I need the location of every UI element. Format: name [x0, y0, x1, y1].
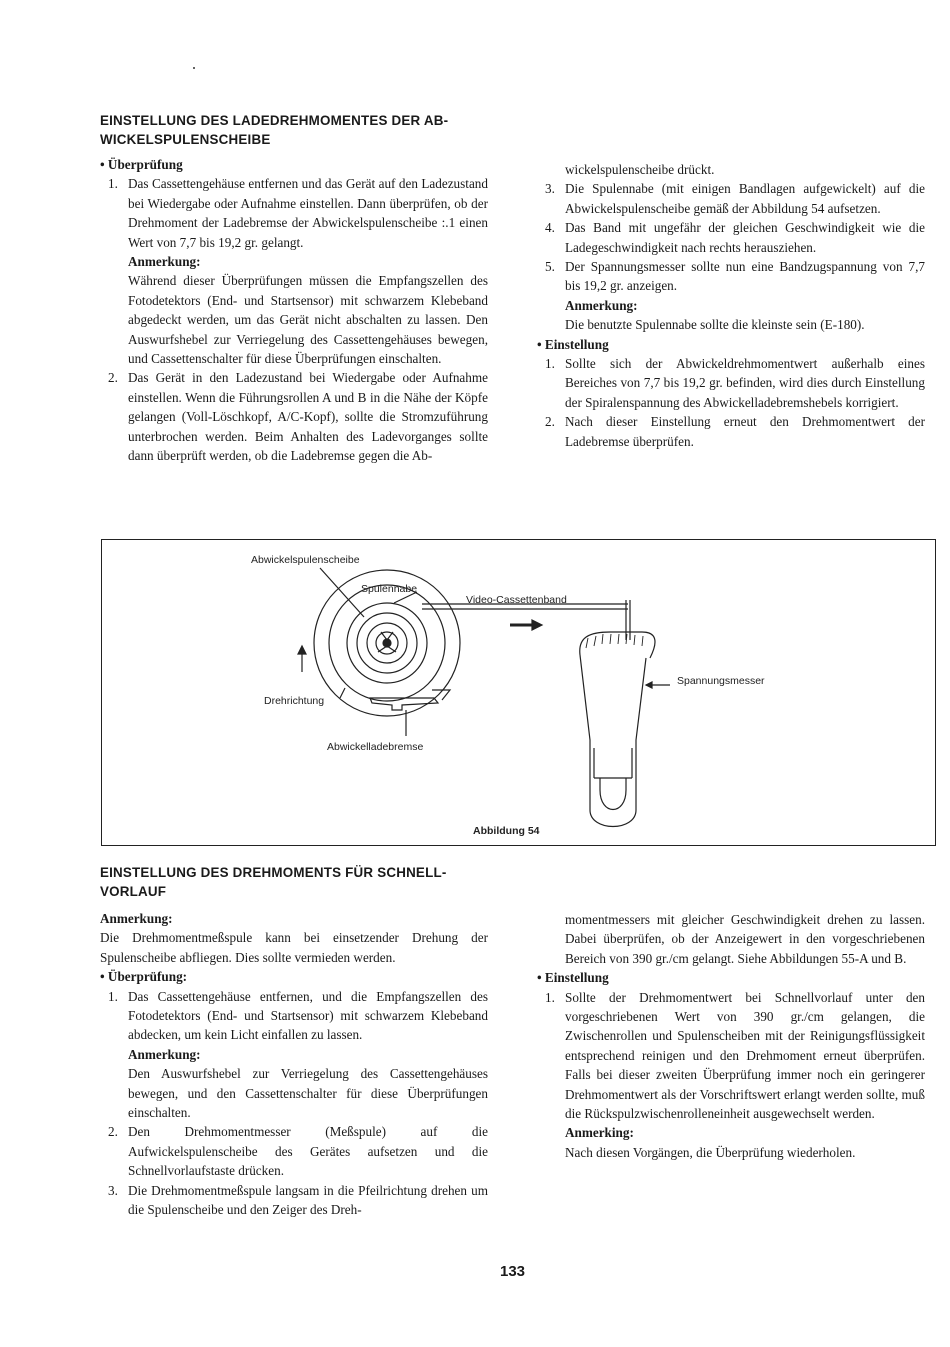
gauge-scale [586, 634, 643, 648]
section1-check-list-cont [537, 179, 925, 334]
label-gauge: Spannungsmesser [677, 675, 765, 687]
list-item: 5. Der Spannungsmesser sollte nun eine Bandzugspannung von 7,7 bis 19,2 gr. anzeigen. Anmerkung: Die benutzte Spulennabe sollte die kleinste sein (E-180). [537, 257, 925, 335]
continuation-text: wickelspulenscheibe drückt. [565, 162, 715, 177]
figure-diagram [102, 540, 937, 847]
figure-caption: Abbildung 54 [473, 825, 540, 837]
section2-left-column [100, 863, 488, 1220]
label-direction: Drehrichtung [264, 695, 325, 707]
section2-adjust-list [537, 988, 925, 1163]
section2-check-list [100, 987, 488, 1220]
label-disc: Abwickelspulenscheibe [251, 554, 360, 566]
label-brake: Abwickelladebremse [327, 741, 424, 753]
note-heading: Anmerkung: [128, 254, 201, 270]
gauge-head [580, 632, 655, 658]
list-item: 1. Das Cassettengehäuse entfernen und das Gerät auf den Ladezustand bei Wiedergabe oder Aufnahme einstellen. Dann überprüfen, ob der Drehmoment der Ladebremse der Abwickelspulenscheibe :.1 einen Wert von 7,7 bis 19,2 gr. gelangt. Anmerkung: Während dieser Überprüfungen müssen die Empfangszellen des Fotodetektors (End- und Startsensor) mit schwarzem Klebeband abgedeckt werden, um das Gerät nicht abschalten zu lassen. Den Auswurfshebel zur Verriegelung des Cassettengehäuses bewegen, und Cassettenschalter für diese Überprüfungen einschalten. [100, 174, 488, 368]
note-text: Nach diesen Vorgängen, die Überprüfung wiederholen. [565, 1144, 856, 1160]
section1-right-column [537, 160, 925, 451]
list-item: 2. Den Drehmomentmesser (Meßspule) auf die Aufwickelspulenscheibe des Gerätes aufsetzen und die Schnellvorlaufstaste drücken. [108, 1124, 488, 1179]
section2-note-heading: Anmerkung: [100, 911, 173, 926]
label-tape: Video-Cassettenband [466, 594, 567, 606]
gauge-body [580, 655, 646, 827]
section2-adjust-heading: • Einstellung [537, 968, 925, 987]
section1-left-column [100, 111, 488, 466]
section1-adjust-heading: • Einstellung [537, 335, 925, 354]
list-item: 1. Das Cassettengehäuse entfernen, und die Empfangszellen des Fotodetektors (End- und Startsensor) mit schwarzem Klebeband abdecken, um kein Licht einfallen zu lassen. Anmerkung: Den Auswurfshebel zur Verriegelung des Cassettengehäuses bewegen, und den Cassettenschalter für diese Überprüfungen einschalten. [100, 987, 488, 1123]
speck-mark [193, 67, 195, 69]
section2-right-column [537, 910, 925, 1162]
note-heading: Anmerkung: [565, 297, 638, 313]
pull-arrowhead [532, 620, 542, 630]
continuation-text: momentmessers mit gleicher Geschwindigkeit drehen zu lassen. Dabei überprüfen, ob der Anzeigewert in den vorgeschriebenen Bereich von 390 gr./cm gelangt. Siehe Abbildungen 55-A und B. [565, 912, 925, 966]
section1-check-heading: • Überprüfung [100, 155, 488, 174]
note-text: Den Auswurfshebel zur Verriegelung des Cassettengehäuses bewegen, und den Cassettenschalter für diese Überprüfungen einschalten. [128, 1066, 488, 1121]
note-text: Die benutzte Spulennabe sollte die kleinste sein (E-180). [565, 317, 865, 333]
list-item: 3. Die Spulennabe (mit einigen Bandlagen aufgewickelt) auf die Abwickelspulenscheibe gemäß der Abbildung 54 aufsetzen. [545, 181, 925, 216]
section1-title: EINSTELLUNG DES LADEDREHMOMENTES DER AB-WICKELSPULENSCHEIBE [100, 113, 449, 147]
note-heading: Anmerkung: [128, 1046, 201, 1062]
note-text: Während dieser Überprüfungen müssen die Empfangszellen des Fotodetektors (End- und Startsensor) mit schwarzem Klebeband abgedeckt werden, um das Gerät nicht abschalten zu lassen. Den Auswurfshebel zur Verriegelung des Cassettengehäuses bewegen, und Cassettenschalter für diese Überprüfungen einschalten. [128, 273, 488, 367]
section1-check-list [100, 174, 488, 465]
section1-adjust-list [537, 354, 925, 451]
page-number: 133 [500, 1263, 526, 1280]
note-heading: Anmerking: [565, 1125, 634, 1141]
section2-title: EINSTELLUNG DES DREHMOMENTS FÜR SCHNELL-VORLAUF [100, 865, 447, 899]
leader-line [340, 688, 345, 698]
list-item: 1. Sollte sich der Abwickeldrehmomentwert außerhalb eines Bereiches von 7,7 bis 19,2 gr. befinden, wird dies durch Einstellung der Spiralenspannung des Abwickelladebremshebels korrigiert. [545, 356, 925, 410]
list-item: 2. Nach dieser Einstellung erneut den Drehmomentwert der Ladebremse überprüfen. [545, 414, 925, 449]
list-item: 4. Das Band mit ungefähr der gleichen Geschwindigkeit wie die Ladegeschwindigkeit nach rechts herausziehen. [545, 220, 925, 255]
leader-arrowhead [646, 682, 652, 688]
label-hub: Spulennabe [361, 583, 418, 595]
list-item: 1. Sollte der Drehmomentwert bei Schnellvorlauf unter den vorgeschriebenen Wert von 390 gr./cm gelangen, die Zwischenrollen und Spulenscheiben mit der Reinigungsflüssigkeit entsprechend reinigen und den Drehmoment erneut überprüfen. Falls bei dieser zweiten Überprüfung immer noch ein geringerer Drehmomentwert als der Vorschriftswert erlangt werden sollte, muß die Rückspulzwischenrolleneinheit ausgewechselt werden. Anmerking: Nach diesen Vorgängen, die Überprüfung wiederholen. [537, 988, 925, 1163]
direction-arrowhead [298, 646, 306, 654]
section2-check-heading: • Überprüfung: [100, 967, 488, 986]
list-item: 2. Das Gerät in den Ladezustand bei Wiedergabe oder Aufnahme einstellen. Wenn die Führungsrollen A und B in die Nähe der Köpfe gelangen (Voll-Löschkopf, A/C-Kopf), sollte die Stromzuführung unterbrochen werden. Beim Anhalten des Ladevorganges sollte dann überprüft werden, ob die Ladebremse gegen die Ab- [108, 370, 488, 464]
section2-note-text: Die Drehmomentmeßspule kann bei einsetzender Drehung der Spulenscheibe abfliegen. Dies sollte vermieden werden. [100, 930, 488, 965]
figure-54 [101, 539, 936, 846]
list-item: 3. Die Drehmomentmeßspule langsam in die Pfeilrichtung drehen um die Spulenscheibe und den Zeiger des Dreh- [108, 1182, 488, 1218]
gauge-loop [600, 778, 626, 810]
brake-lever [370, 698, 438, 710]
